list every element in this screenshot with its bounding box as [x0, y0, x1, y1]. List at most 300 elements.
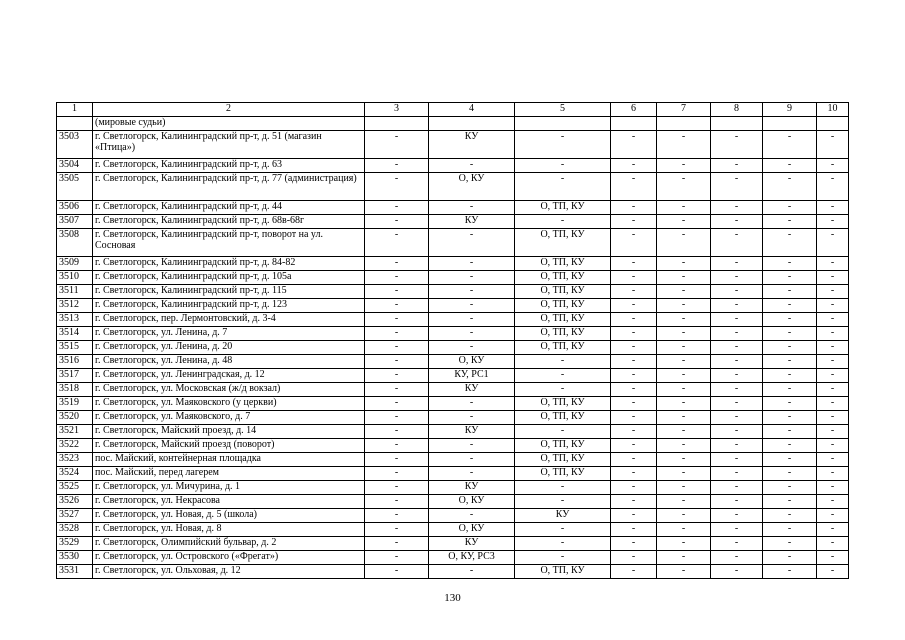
empty-cell: [763, 117, 817, 131]
table-row: [57, 173, 849, 201]
col4-cell: -: [429, 271, 515, 285]
col5-cell: -: [515, 369, 611, 383]
col7-cell: -: [657, 411, 711, 425]
col7-cell: -: [657, 299, 711, 313]
row-number: 3520: [57, 411, 93, 425]
col7-cell: -: [657, 537, 711, 551]
row-number: 3507: [57, 215, 93, 229]
address-cell: г. Светлогорск, ул. Некрасова: [93, 495, 365, 509]
col4-cell: -: [429, 341, 515, 355]
empty-cell: [57, 117, 93, 131]
address-cell: г. Светлогорск, Калининградский пр-т, д. 51 (магазин «Птица»): [93, 131, 365, 159]
table-body: [57, 103, 849, 579]
col8-cell: -: [711, 313, 763, 327]
col7-cell: -: [657, 271, 711, 285]
col8-cell: -: [711, 215, 763, 229]
empty-cell: [817, 117, 849, 131]
table-row: [57, 271, 849, 285]
row-number: 3524: [57, 467, 93, 481]
col5-cell: -: [515, 159, 611, 173]
header-row: [57, 103, 849, 117]
col3-cell: -: [365, 173, 429, 201]
col3-cell: -: [365, 327, 429, 341]
col3-cell: -: [365, 313, 429, 327]
col10-cell: -: [817, 327, 849, 341]
col5-cell: О, ТП, КУ: [515, 467, 611, 481]
col10-cell: -: [817, 509, 849, 523]
col9-cell: -: [763, 201, 817, 215]
empty-cell: [365, 117, 429, 131]
address-cell: г. Светлогорск, пер. Лермонтовский, д. 3-4: [93, 313, 365, 327]
col7-cell: -: [657, 397, 711, 411]
col6-cell: -: [611, 537, 657, 551]
col5-cell: -: [515, 537, 611, 551]
col9-cell: -: [763, 495, 817, 509]
col6-cell: -: [611, 299, 657, 313]
header-cell: 10: [817, 103, 849, 117]
empty-cell: [515, 117, 611, 131]
col7-cell: -: [657, 495, 711, 509]
address-cell: г. Светлогорск, ул. Ленина, д. 20: [93, 341, 365, 355]
col7-cell: -: [657, 285, 711, 299]
col5-cell: О, ТП, КУ: [515, 257, 611, 271]
address-cell: г. Светлогорск, ул. Островского («Фрегат»): [93, 551, 365, 565]
col4-cell: -: [429, 229, 515, 257]
col7-cell: -: [657, 551, 711, 565]
col7-cell: -: [657, 159, 711, 173]
col10-cell: -: [817, 159, 849, 173]
address-cell: г. Светлогорск, ул. Маяковского, д. 7: [93, 411, 365, 425]
col5-cell: О, ТП, КУ: [515, 397, 611, 411]
col3-cell: -: [365, 425, 429, 439]
col4-cell: -: [429, 439, 515, 453]
col5-cell: О, ТП, КУ: [515, 201, 611, 215]
col8-cell: -: [711, 453, 763, 467]
col7-cell: -: [657, 313, 711, 327]
col8-cell: -: [711, 341, 763, 355]
col8-cell: -: [711, 383, 763, 397]
col3-cell: -: [365, 565, 429, 579]
col8-cell: -: [711, 257, 763, 271]
col4-cell: -: [429, 397, 515, 411]
col7-cell: -: [657, 173, 711, 201]
col5-cell: -: [515, 131, 611, 159]
table-row: [57, 467, 849, 481]
header-cell: 5: [515, 103, 611, 117]
col7-cell: -: [657, 523, 711, 537]
col9-cell: -: [763, 523, 817, 537]
address-cell: г. Светлогорск, Олимпийский бульвар, д. 2: [93, 537, 365, 551]
col9-cell: -: [763, 173, 817, 201]
address-cell: г. Светлогорск, Майский проезд, д. 14: [93, 425, 365, 439]
col5-cell: О, ТП, КУ: [515, 341, 611, 355]
col6-cell: -: [611, 131, 657, 159]
col9-cell: -: [763, 397, 817, 411]
col6-cell: -: [611, 509, 657, 523]
col5-cell: О, ТП, КУ: [515, 327, 611, 341]
table-row: [57, 411, 849, 425]
address-cell: г. Светлогорск, Калининградский пр-т, д. 77 (администрация): [93, 173, 365, 201]
row-number: 3513: [57, 313, 93, 327]
col9-cell: -: [763, 439, 817, 453]
address-cell: г. Светлогорск, ул. Ленина, д. 7: [93, 327, 365, 341]
header-cell: 4: [429, 103, 515, 117]
table-row: [57, 383, 849, 397]
col10-cell: -: [817, 453, 849, 467]
col4-cell: О, КУ: [429, 173, 515, 201]
col3-cell: -: [365, 215, 429, 229]
address-cell: г. Светлогорск, Калининградский пр-т, д. 63: [93, 159, 365, 173]
col6-cell: -: [611, 341, 657, 355]
col9-cell: -: [763, 369, 817, 383]
header-cell: 2: [93, 103, 365, 117]
table-row: [57, 299, 849, 313]
col3-cell: -: [365, 299, 429, 313]
col10-cell: -: [817, 313, 849, 327]
col4-cell: -: [429, 285, 515, 299]
col9-cell: -: [763, 131, 817, 159]
col5-cell: -: [515, 481, 611, 495]
col6-cell: -: [611, 285, 657, 299]
col8-cell: -: [711, 285, 763, 299]
col6-cell: -: [611, 565, 657, 579]
table-row: [57, 201, 849, 215]
row-number: 3503: [57, 131, 93, 159]
col9-cell: -: [763, 355, 817, 369]
page-number: 130: [444, 592, 461, 604]
address-cell: г. Светлогорск, ул. Ленинградская, д. 12: [93, 369, 365, 383]
col5-cell: О, ТП, КУ: [515, 285, 611, 299]
col10-cell: -: [817, 131, 849, 159]
col4-cell: -: [429, 453, 515, 467]
col5-cell: О, ТП, КУ: [515, 411, 611, 425]
col3-cell: -: [365, 341, 429, 355]
col3-cell: -: [365, 523, 429, 537]
col8-cell: -: [711, 439, 763, 453]
table-row: [57, 341, 849, 355]
col8-cell: -: [711, 467, 763, 481]
continuation-row: [57, 117, 849, 131]
col6-cell: -: [611, 551, 657, 565]
col3-cell: -: [365, 411, 429, 425]
address-cell: г. Светлогорск, ул. Новая, д. 5 (школа): [93, 509, 365, 523]
address-cell: г. Светлогорск, ул. Московская (ж/д вокзал): [93, 383, 365, 397]
row-number: 3515: [57, 341, 93, 355]
col7-cell: -: [657, 327, 711, 341]
col9-cell: -: [763, 341, 817, 355]
col10-cell: -: [817, 173, 849, 201]
col10-cell: -: [817, 369, 849, 383]
header-cell: 6: [611, 103, 657, 117]
col3-cell: -: [365, 537, 429, 551]
col9-cell: -: [763, 453, 817, 467]
address-cell: г. Светлогорск, ул. Мичурина, д. 1: [93, 481, 365, 495]
row-number: 3531: [57, 565, 93, 579]
col9-cell: -: [763, 285, 817, 299]
row-number: 3522: [57, 439, 93, 453]
col4-cell: -: [429, 313, 515, 327]
row-number: 3506: [57, 201, 93, 215]
row-number: 3511: [57, 285, 93, 299]
row-number: 3509: [57, 257, 93, 271]
col7-cell: -: [657, 481, 711, 495]
col8-cell: -: [711, 131, 763, 159]
col10-cell: -: [817, 299, 849, 313]
table-row: [57, 131, 849, 159]
table-row: [57, 257, 849, 271]
col3-cell: -: [365, 285, 429, 299]
col10-cell: -: [817, 481, 849, 495]
col7-cell: -: [657, 257, 711, 271]
col8-cell: -: [711, 495, 763, 509]
row-number: 3518: [57, 383, 93, 397]
table-row: [57, 481, 849, 495]
col10-cell: -: [817, 565, 849, 579]
col8-cell: -: [711, 425, 763, 439]
col8-cell: -: [711, 411, 763, 425]
col4-cell: КУ: [429, 215, 515, 229]
col9-cell: -: [763, 215, 817, 229]
col7-cell: -: [657, 201, 711, 215]
table-row: [57, 495, 849, 509]
row-number: 3504: [57, 159, 93, 173]
table-row: [57, 425, 849, 439]
row-number: 3508: [57, 229, 93, 257]
row-number: 3523: [57, 453, 93, 467]
col4-cell: -: [429, 201, 515, 215]
col3-cell: -: [365, 383, 429, 397]
col9-cell: -: [763, 271, 817, 285]
col6-cell: -: [611, 425, 657, 439]
col10-cell: -: [817, 383, 849, 397]
data-table: [56, 102, 849, 579]
col5-cell: О, ТП, КУ: [515, 313, 611, 327]
col9-cell: -: [763, 565, 817, 579]
col6-cell: -: [611, 201, 657, 215]
col9-cell: -: [763, 481, 817, 495]
col8-cell: -: [711, 299, 763, 313]
col8-cell: -: [711, 537, 763, 551]
col10-cell: -: [817, 341, 849, 355]
address-cell: г. Светлогорск, ул. Ленина, д. 48: [93, 355, 365, 369]
col7-cell: -: [657, 453, 711, 467]
row-number: 3517: [57, 369, 93, 383]
table-row: [57, 229, 849, 257]
col4-cell: КУ: [429, 425, 515, 439]
col3-cell: -: [365, 159, 429, 173]
col8-cell: -: [711, 551, 763, 565]
col8-cell: -: [711, 159, 763, 173]
col9-cell: -: [763, 299, 817, 313]
col4-cell: -: [429, 159, 515, 173]
col4-cell: -: [429, 299, 515, 313]
col8-cell: -: [711, 523, 763, 537]
col6-cell: -: [611, 257, 657, 271]
col8-cell: -: [711, 369, 763, 383]
row-number: 3510: [57, 271, 93, 285]
empty-cell: [611, 117, 657, 131]
col9-cell: -: [763, 537, 817, 551]
col3-cell: -: [365, 495, 429, 509]
col10-cell: -: [817, 495, 849, 509]
header-cell: 3: [365, 103, 429, 117]
address-cell: пос. Майский, контейнерная площадка: [93, 453, 365, 467]
table-row: [57, 285, 849, 299]
col7-cell: -: [657, 355, 711, 369]
table-row: [57, 313, 849, 327]
col5-cell: О, ТП, КУ: [515, 299, 611, 313]
col4-cell: КУ: [429, 131, 515, 159]
col6-cell: -: [611, 159, 657, 173]
col9-cell: -: [763, 313, 817, 327]
col9-cell: -: [763, 411, 817, 425]
col8-cell: -: [711, 229, 763, 257]
col10-cell: -: [817, 537, 849, 551]
address-cell: г. Светлогорск, Калининградский пр-т, д. 123: [93, 299, 365, 313]
col8-cell: -: [711, 509, 763, 523]
header-cell: 9: [763, 103, 817, 117]
row-number: 3528: [57, 523, 93, 537]
col7-cell: -: [657, 369, 711, 383]
col3-cell: -: [365, 271, 429, 285]
col8-cell: -: [711, 327, 763, 341]
row-number: 3527: [57, 509, 93, 523]
empty-cell: [429, 117, 515, 131]
row-number: 3505: [57, 173, 93, 201]
table-row: [57, 509, 849, 523]
col3-cell: -: [365, 509, 429, 523]
col4-cell: -: [429, 467, 515, 481]
col3-cell: -: [365, 257, 429, 271]
col10-cell: -: [817, 271, 849, 285]
col3-cell: -: [365, 369, 429, 383]
col7-cell: -: [657, 565, 711, 579]
address-cell: г. Светлогорск, Калининградский пр-т, д. 44: [93, 201, 365, 215]
table-row: [57, 565, 849, 579]
col3-cell: -: [365, 453, 429, 467]
table-row: [57, 369, 849, 383]
row-number: 3529: [57, 537, 93, 551]
col10-cell: -: [817, 467, 849, 481]
header-cell: 8: [711, 103, 763, 117]
col8-cell: -: [711, 481, 763, 495]
col3-cell: -: [365, 201, 429, 215]
row-number: 3516: [57, 355, 93, 369]
col5-cell: -: [515, 495, 611, 509]
col7-cell: -: [657, 215, 711, 229]
col6-cell: -: [611, 383, 657, 397]
row-number: 3514: [57, 327, 93, 341]
col6-cell: -: [611, 453, 657, 467]
empty-cell: [711, 117, 763, 131]
col9-cell: -: [763, 327, 817, 341]
col7-cell: -: [657, 425, 711, 439]
col10-cell: -: [817, 229, 849, 257]
col10-cell: -: [817, 355, 849, 369]
continuation-text: (мировые судьи): [93, 117, 365, 131]
table-row: [57, 439, 849, 453]
header-cell: 7: [657, 103, 711, 117]
address-cell: г. Светлогорск, Калининградский пр-т, д. 84-82: [93, 257, 365, 271]
address-cell: г. Светлогорск, ул. Маяковского (у церкви): [93, 397, 365, 411]
col4-cell: -: [429, 565, 515, 579]
col8-cell: -: [711, 565, 763, 579]
col6-cell: -: [611, 523, 657, 537]
col9-cell: -: [763, 467, 817, 481]
col7-cell: -: [657, 341, 711, 355]
header-cell: 1: [57, 103, 93, 117]
col6-cell: -: [611, 495, 657, 509]
col8-cell: -: [711, 173, 763, 201]
table-row: [57, 453, 849, 467]
address-cell: г. Светлогорск, Калининградский пр-т, д. 105а: [93, 271, 365, 285]
col5-cell: -: [515, 355, 611, 369]
address-cell: г. Светлогорск, ул. Ольховая, д. 12: [93, 565, 365, 579]
col10-cell: -: [817, 397, 849, 411]
address-cell: г. Светлогорск, Майский проезд (поворот): [93, 439, 365, 453]
col9-cell: -: [763, 425, 817, 439]
col9-cell: -: [763, 257, 817, 271]
col3-cell: -: [365, 229, 429, 257]
col5-cell: -: [515, 173, 611, 201]
row-number: 3526: [57, 495, 93, 509]
empty-cell: [657, 117, 711, 131]
col10-cell: -: [817, 257, 849, 271]
col4-cell: -: [429, 509, 515, 523]
address-cell: г. Светлогорск, Калининградский пр-т, поворот на ул. Сосновая: [93, 229, 365, 257]
col6-cell: -: [611, 173, 657, 201]
table-row: [57, 551, 849, 565]
col7-cell: -: [657, 131, 711, 159]
col6-cell: -: [611, 327, 657, 341]
col8-cell: -: [711, 355, 763, 369]
address-cell: г. Светлогорск, ул. Новая, д. 8: [93, 523, 365, 537]
col9-cell: -: [763, 551, 817, 565]
table-row: [57, 355, 849, 369]
table-row: [57, 537, 849, 551]
col4-cell: КУ: [429, 481, 515, 495]
row-number: 3525: [57, 481, 93, 495]
col3-cell: -: [365, 551, 429, 565]
col5-cell: О, ТП, КУ: [515, 565, 611, 579]
row-number: 3530: [57, 551, 93, 565]
table-row: [57, 523, 849, 537]
col10-cell: -: [817, 439, 849, 453]
col4-cell: КУ, РС1: [429, 369, 515, 383]
col8-cell: -: [711, 271, 763, 285]
col6-cell: -: [611, 271, 657, 285]
table-row: [57, 397, 849, 411]
col5-cell: -: [515, 215, 611, 229]
address-cell: пос. Майский, перед лагерем: [93, 467, 365, 481]
col6-cell: -: [611, 481, 657, 495]
col6-cell: -: [611, 313, 657, 327]
col10-cell: -: [817, 551, 849, 565]
col3-cell: -: [365, 467, 429, 481]
col3-cell: -: [365, 481, 429, 495]
col4-cell: -: [429, 411, 515, 425]
col6-cell: -: [611, 355, 657, 369]
col8-cell: -: [711, 201, 763, 215]
col6-cell: -: [611, 215, 657, 229]
col4-cell: О, КУ: [429, 355, 515, 369]
col5-cell: -: [515, 383, 611, 397]
col10-cell: -: [817, 411, 849, 425]
col9-cell: -: [763, 509, 817, 523]
col5-cell: -: [515, 523, 611, 537]
col5-cell: О, ТП, КУ: [515, 439, 611, 453]
col4-cell: О, КУ, РС3: [429, 551, 515, 565]
